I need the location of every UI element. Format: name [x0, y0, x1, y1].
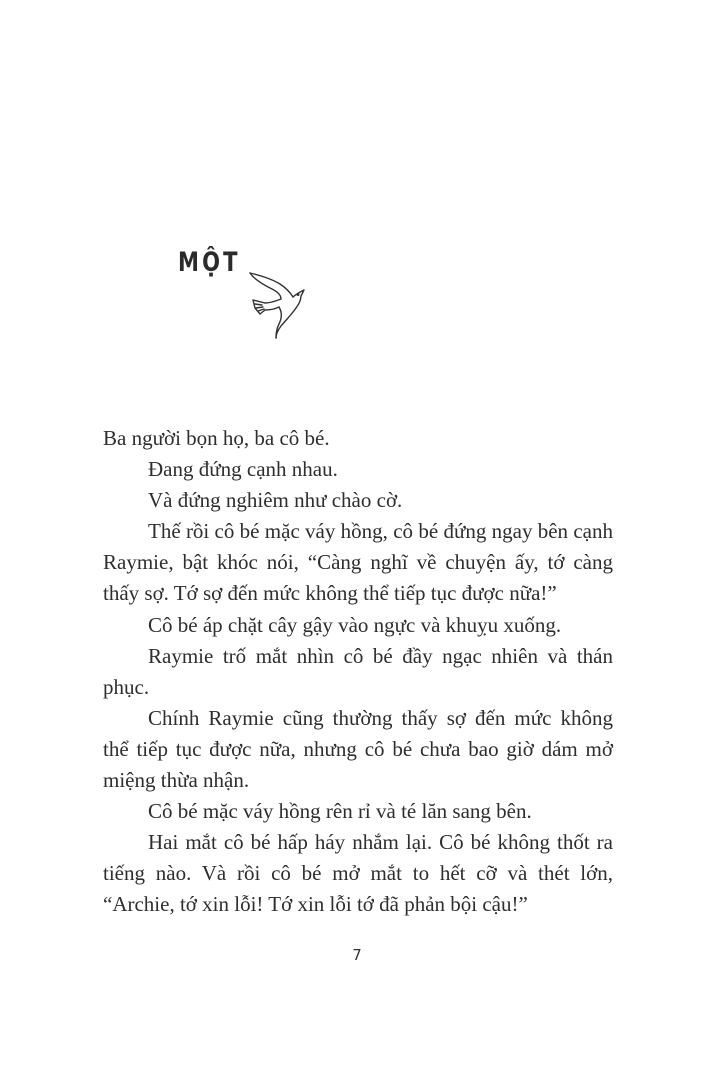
paragraph: Cô bé áp chặt cây gậy vào ngực và khuỵu xuống. — [148, 612, 562, 637]
paragraph: Chính Raymie cũng thường thấy sợ đến mức không thể tiếp tục được nữa, nhưng cô bé chưa bao giờ dám mở miệng thừa nhận. — [103, 705, 613, 793]
paragraph: Cô bé mặc váy hồng rên rỉ và té lăn sang bên. — [148, 799, 532, 824]
bird-icon — [248, 270, 306, 340]
paragraph: Thế rồi cô bé mặc váy hồng, cô bé đứng ngay bên cạnh Raymie, bật khóc nói, “Càng nghĩ về chuyện ấy, tớ càng thấy sợ. Tớ sợ đến mức không thể tiếp tục được nữa!” — [103, 519, 613, 606]
page-number: 7 — [352, 946, 362, 964]
paragraph: Ba người bọn họ, ba cô bé. — [103, 426, 330, 450]
paragraph: Hai mắt cô bé hấp háy nhắm lại. Cô bé không thốt ra tiếng nào. Và rồi cô bé mở mắt to hết cỡ và thét lớn, “Archie, tớ xin lỗi! Tớ xin lỗi tớ đã phản bội cậu!” — [103, 830, 613, 917]
paragraph: Đang đứng cạnh nhau. — [148, 457, 338, 482]
chapter-title: MỘT — [178, 247, 241, 278]
chapter-body — [103, 423, 613, 921]
paragraph: Raymie trố mắt nhìn cô bé đầy ngạc nhiên và thán phục. — [103, 643, 613, 699]
paragraph: Và đứng nghiêm như chào cờ. — [148, 488, 403, 513]
